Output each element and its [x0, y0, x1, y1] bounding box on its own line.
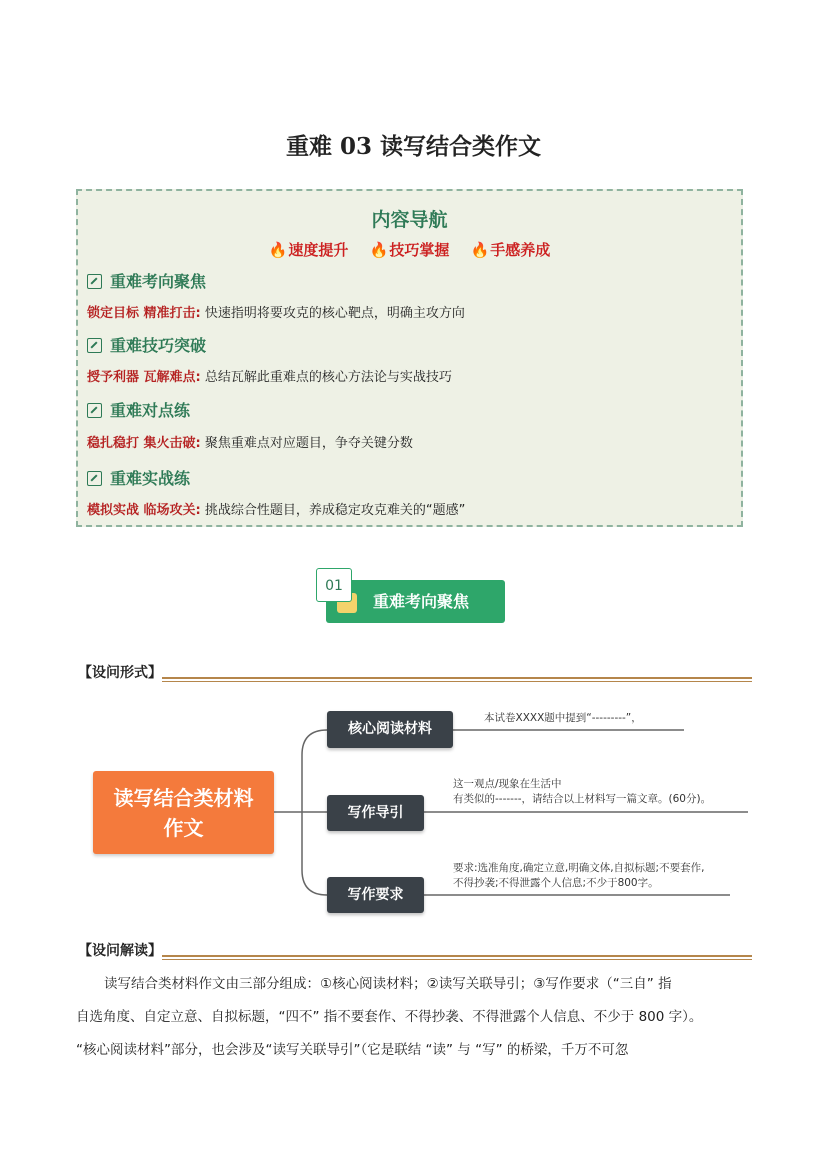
body-paragraph: 读写结合类材料作文由三部分组成：①核心阅读材料；②读写关联导引；③写作要求（“三自” 指 自选角度、自定立意、自拟标题，“四不” 指不要套作、不得抄袭、不得泄露个人信息、不少于 800 字）。 “核心阅读材料”部分，也会涉及“读写关联导引”（它是联结 “读” 与 “写” 的桥梁，千万不可忽: [76, 976, 703, 1058]
nav-section-line: 模拟实战 临场攻关: 挑战综合性题目，养成稳定攻克难关的“题感”: [87, 503, 466, 518]
diagram-node-writing-guide: 写作导引: [327, 795, 424, 831]
flame-icon: 🔥: [369, 241, 389, 259]
nav-section-title: 重难技巧突破: [87, 333, 206, 356]
page-title: 重难 03 读写结合类作文: [285, 133, 542, 160]
badge-number: 01: [316, 568, 352, 602]
nav-tags: [78, 239, 741, 260]
heading-rule: [162, 955, 752, 960]
nav-section-title: 重难对点练: [87, 398, 190, 421]
badge-label: 重难考向聚焦: [326, 580, 505, 623]
nav-heading: 内容导航: [371, 209, 448, 231]
diagram-note: 这一观点/现象在生活中 有类似的-------，请结合以上材料写一篇文章。(60分)。: [453, 778, 712, 805]
heading-rule: [162, 677, 752, 682]
nav-section-title: 重难考向聚焦: [87, 269, 206, 292]
nav-section-title: 重难实战练: [87, 466, 190, 489]
nav-section-line: 授予利器 瓦解难点: 总结瓦解此重难点的核心方法论与实战技巧: [87, 370, 452, 385]
edit-note-icon: [87, 471, 102, 486]
edit-note-icon: [87, 274, 102, 289]
nav-tag: 🔥手感养成: [470, 241, 551, 259]
section-heading-form: 【设问形式】: [78, 665, 162, 681]
nav-section-line: 稳扎稳打 集火击破: 聚焦重难点对应题目，争夺关键分数: [87, 436, 413, 451]
diagram-center-node: 读写结合类材料 作文: [93, 771, 274, 854]
edit-note-icon: [87, 403, 102, 418]
content-navigation-box: [76, 189, 743, 527]
nav-section-line: 锁定目标 精准打击: 快速指明将要攻克的核心靶点，明确主攻方向: [87, 306, 465, 321]
flame-icon: 🔥: [470, 241, 490, 259]
nav-tag: 🔥速度提升: [268, 241, 349, 259]
edit-note-icon: [87, 338, 102, 353]
diagram-note: 要求:选准角度,确定立意,明确文体,自拟标题;不要套作, 不得抄袭;不得泄露个人信息;不少于800字。: [453, 862, 705, 889]
diagram-note: 本试卷XXXX题中提到“---------”，: [484, 712, 642, 724]
section-heading-interpretation: 【设问解读】: [78, 943, 162, 959]
nav-tag: 🔥技巧掌握: [369, 241, 450, 259]
diagram-node-writing-requirements: 写作要求: [327, 877, 424, 913]
section-badge: [316, 568, 506, 626]
diagram-node-reading-material: 核心阅读材料: [327, 711, 453, 748]
flame-icon: 🔥: [268, 241, 288, 259]
